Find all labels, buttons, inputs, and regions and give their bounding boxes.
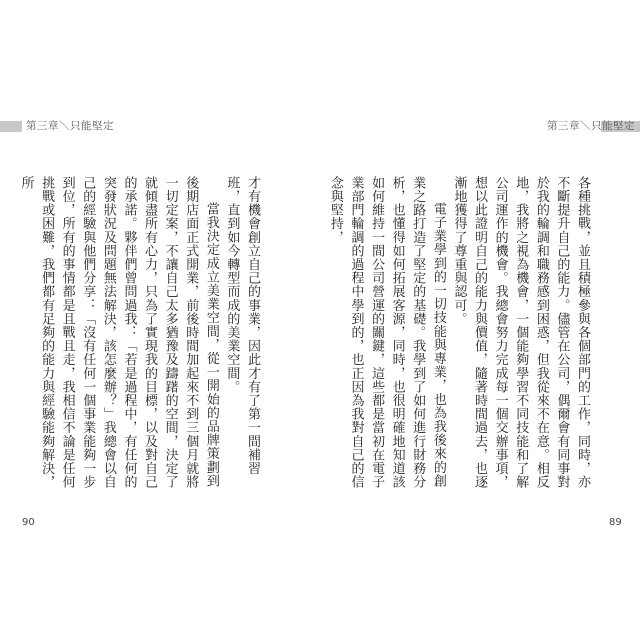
running-header-right: 第三章＼只能堅定 [547,120,635,132]
running-header-left: 第三章＼只能堅定 [26,120,114,132]
left-paragraph-1: 才有機會創立自己的事業，因此才有了第一間補習班，直到如今轉型而成的美業空間。 [224,176,260,476]
left-page-body [18,176,262,501]
left-paragraph-2: 當我決定成立美業空間，從一開始的品牌策劃到後期店面正式開業，前後時間加起來不到三個月就將一切定案，不讓自己太多猶豫及躊躇的空間，決定了就傾盡所有心力，只為了實現我的目標，以及對自己的承諾。夥伴們曾問過我：「若是過程中，有任何的突發狀況及問題無法解決，該怎麼辦？」我總會以自己的經驗與他們分享：「沒有任何一個事業能夠一步到位，所有的事情都是且戰且走，我相信不論是任何挑戰或困難，我們都有足夠的能力與經驗能夠解決，所 [18,176,219,489]
page-number-right: 89 [609,517,622,528]
right-paragraph-1: 各種挑戰，並且積極參與各個部門的工作，同時，亦不斷提升自己的能力。儘管在公司，偶爾會有同事對於我的輪調和職務感到困惑，但我從來不在意。相反地，我將之視為機會，一個能夠學習不同技能和了解公司運作的機會。我總會努力完成每一個交辦事項，想以此證明自己的能力與價值，隨著時間過去，也逐漸地獲得了尊重與認可。 [451,176,590,489]
right-paragraph-2: 電子業學到的一切技能與專業，也為我後來的創業之路打造了堅定的基礎。我學到了如何進行財務分析，也懂得如何拓展客源，同時，也很明確地知道該如何維持一間公司營運的關鍵，這些都是當初在電子業部門輪調的過程中學到的，也正因為我對自己的信念與堅持， [327,176,446,489]
right-page-body [296,176,592,501]
page-number-left: 90 [22,517,35,528]
header-bar-left [0,121,22,132]
